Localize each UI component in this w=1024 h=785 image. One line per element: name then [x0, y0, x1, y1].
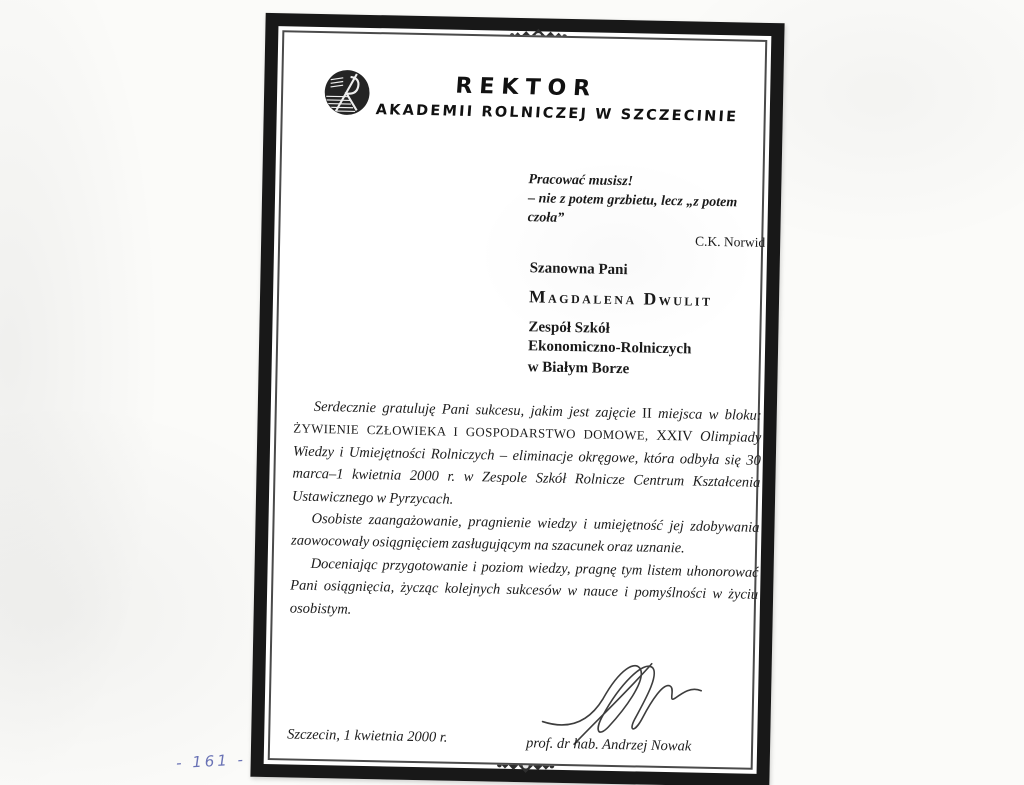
frame-inner-border [268, 30, 768, 770]
epigraph-author: C.K. Norwid [694, 233, 766, 250]
dateline: Szczecin, 1 kwietnia 2000 r. [287, 726, 448, 746]
academy-emblem-icon [322, 67, 373, 118]
recipient-name: Magdalena Dwulit [528, 286, 713, 310]
paragraph-2: Osobiste zaangażowanie, pragnienie wiedzy i umiejętność jej zdobywania zaowocowały osiągnięciem zasługującym na szacunek oraz uznanie. [290, 510, 760, 557]
certificate-frame [250, 13, 784, 785]
paragraph-3: Doceniając przygotowanie i poziom wiedzy, pragnę tym listem uhonorować Pani osiągnięcia, życząc kolejnych sukcesów w nauce i pomyślności w życiu osobistym. [289, 555, 759, 618]
letterhead-title: REKTOR [454, 73, 598, 102]
letter-content [272, 34, 766, 765]
epigraph [527, 170, 770, 252]
paragraph-1 [292, 396, 762, 517]
handwritten-page-number: - 161 - [175, 750, 247, 773]
paragraph-1-numeral: XXIV [648, 428, 701, 446]
paragraph-1-text: Olimpiady Wiedzy i Umiejętności Rolniczych – eliminacje okręgowe, która odbyła się 30 marca–1 kwietnia 2000 r. w Zespole Szkół Rolnicze Centrum Kształcenia Ustawicznego w Pyrzycach. [291, 429, 762, 508]
letter-body [290, 396, 762, 629]
recipient-institution-line1: Zespół Szkół [528, 319, 610, 337]
recipient-institution-line3: w Białym Borze [527, 359, 630, 378]
signatory-name: prof. dr hab. Andrzej Nowak [525, 735, 692, 755]
recipient-institution-line2: Ekonomiczno-Rolniczych [527, 337, 692, 357]
epigraph-line1: Pracować musisz! [528, 172, 634, 190]
paragraph-1-text: miejsca w bloku: [651, 405, 762, 424]
letterhead [375, 72, 739, 126]
signature-block [512, 649, 744, 764]
salutation: Szanowna Pani [529, 260, 628, 279]
paragraph-1-text: Serdecznie gratuluję Pani sukcesu, jakim jest zajęcie [313, 398, 643, 422]
epigraph-line2: – nie z potem grzbietu, lecz „z potem czoła” [527, 191, 738, 226]
paragraph-1-contest-block: ŻYWIENIE CZŁOWIEKA I GOSPODARSTWO DOMOWE, [293, 421, 649, 444]
paragraph-1-numeral: II [641, 405, 652, 422]
letterhead-subtitle: AKADEMII ROLNICZEJ W SZCZECINIE [375, 102, 739, 126]
recipient-block [527, 260, 713, 380]
